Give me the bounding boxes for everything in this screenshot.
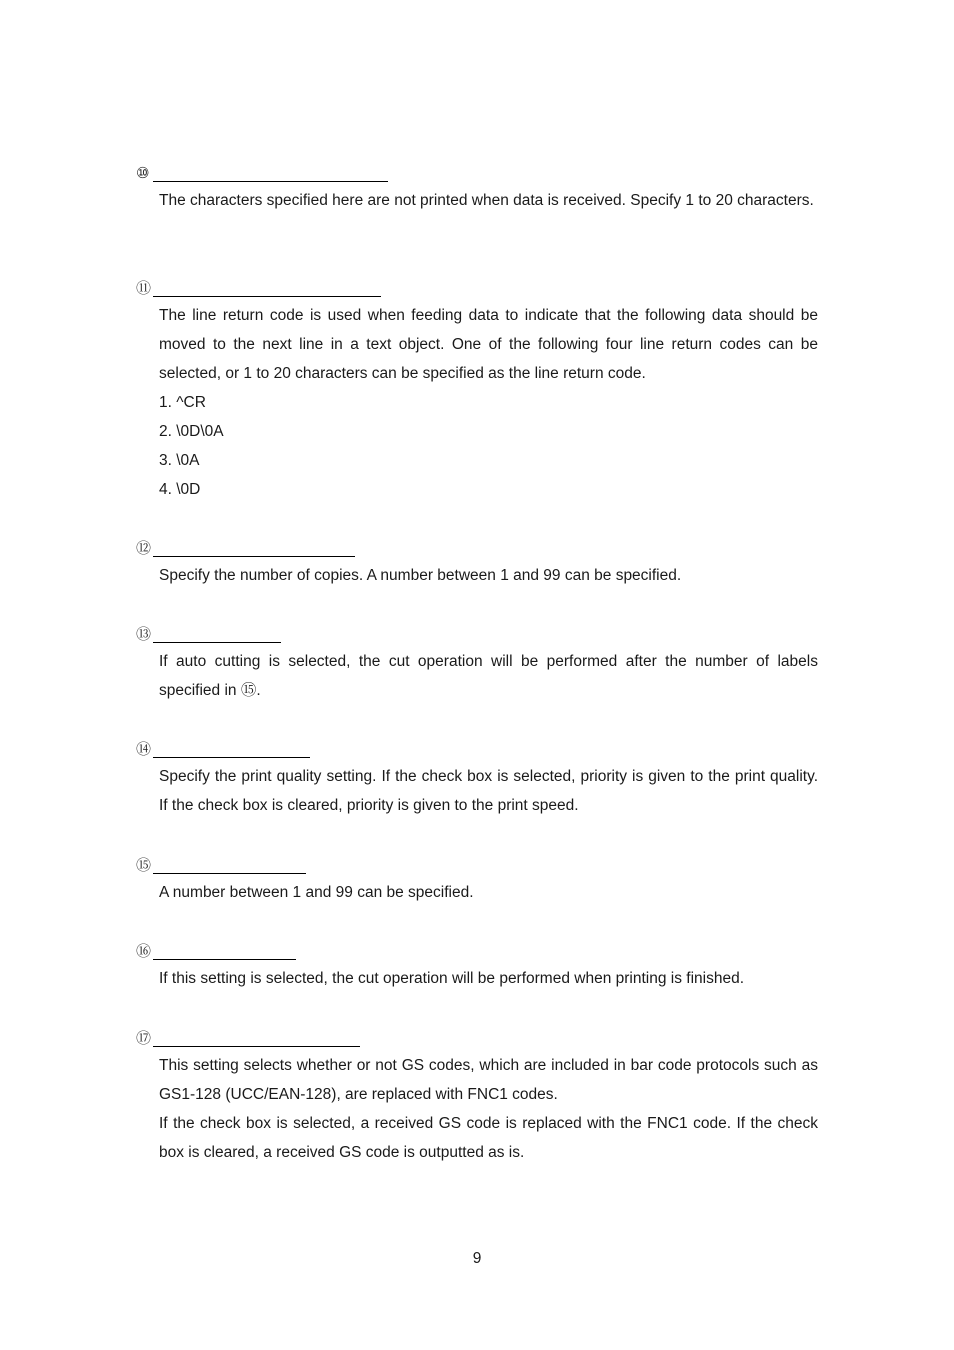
heading-underline — [153, 757, 310, 758]
section-15 — [136, 856, 818, 907]
section-11 — [136, 279, 818, 504]
section-heading — [136, 856, 818, 874]
paragraph: Specify the print quality setting. If the check box is selected, priority is given to the print quality. If the check box is cleared, priority is given to the print speed. — [159, 768, 818, 814]
heading-underline — [153, 642, 281, 643]
section-number: ⑰ — [136, 1029, 151, 1047]
section-number: ⑭ — [136, 740, 151, 758]
section-body — [159, 762, 818, 820]
list-item: 3. \0A — [159, 452, 200, 469]
heading-underline — [153, 959, 296, 960]
heading-underline — [153, 1046, 360, 1047]
paragraph: Specify the number of copies. A number between 1 and 99 can be specified. — [159, 567, 682, 584]
heading-underline — [153, 181, 388, 182]
section-body — [159, 1051, 818, 1167]
paragraph: If auto cutting is selected, the cut operation will be performed after the number of labels specified in ⑮. — [159, 653, 818, 699]
section-heading — [136, 164, 818, 182]
section-13 — [136, 625, 818, 705]
section-number: ⑮ — [136, 856, 151, 874]
paragraph: A number between 1 and 99 can be specified. — [159, 884, 474, 901]
section-body — [159, 647, 818, 705]
section-heading — [136, 279, 818, 297]
section-16 — [136, 942, 818, 993]
list-item: 1. ^CR — [159, 394, 206, 411]
section-number: ⑬ — [136, 625, 151, 643]
section-body — [159, 301, 818, 504]
paragraph: The line return code is used when feeding data to indicate that the following data should be moved to the next line in a text object. One of the following four line return codes can be selected, or 1 to 20 characters can be specified as the line return code. — [159, 307, 818, 382]
paragraph: If this setting is selected, the cut operation will be performed when printing is finished. — [159, 970, 745, 987]
list-item: 4. \0D — [159, 481, 201, 498]
section-number: ⑫ — [136, 539, 151, 557]
section-14 — [136, 740, 818, 820]
section-body — [159, 964, 818, 993]
list-item: 2. \0D\0A — [159, 423, 224, 440]
paragraph: If the check box is selected, a received GS code is replaced with the FNC1 code. If the check box is cleared, a received GS code is outputted as is. — [159, 1115, 818, 1161]
section-heading — [136, 1029, 818, 1047]
paragraph: This setting selects whether or not GS codes, which are included in bar code protocols such as GS1-128 (UCC/EAN-128), are replaced with FNC1 codes. — [159, 1057, 818, 1103]
section-number: ⑯ — [136, 942, 151, 960]
paragraph: The characters specified here are not printed when data is received. Specify 1 to 20 characters. — [159, 192, 814, 209]
section-12 — [136, 539, 818, 590]
section-heading — [136, 740, 818, 758]
heading-underline — [153, 556, 355, 557]
section-number: ⑩ — [136, 164, 149, 182]
section-body — [159, 186, 818, 215]
line-return-code-list — [159, 388, 818, 504]
section-17 — [136, 1029, 818, 1167]
section-heading — [136, 539, 818, 557]
section-heading — [136, 942, 818, 960]
section-10 — [136, 164, 818, 215]
heading-underline — [153, 296, 381, 297]
heading-underline — [153, 873, 306, 874]
section-body — [159, 878, 818, 907]
section-number: ⑪ — [136, 279, 151, 297]
section-heading — [136, 625, 818, 643]
page-number: 9 — [472, 1250, 482, 1267]
section-body — [159, 561, 818, 590]
